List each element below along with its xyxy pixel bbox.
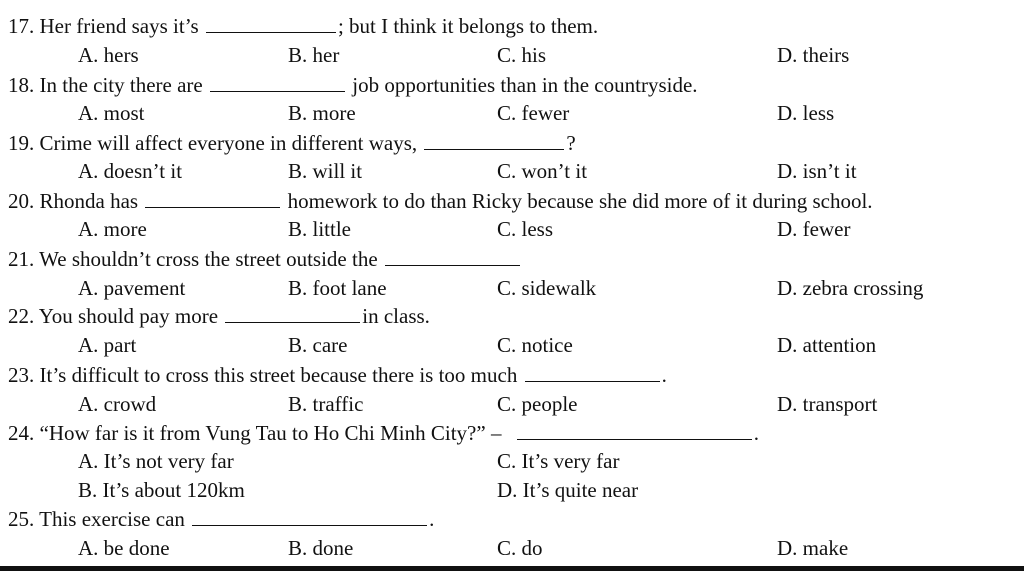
question-19 — [8, 129, 576, 158]
option-d[interactable]: D. make — [777, 536, 849, 560]
question-stem-end: ? — [566, 131, 576, 155]
option-a[interactable]: A. It’s not very far — [78, 449, 234, 473]
option-d[interactable]: D. fewer — [777, 217, 851, 241]
question-stem-end: job opportunities than in the countryside. — [352, 73, 698, 97]
option-c[interactable]: C. It’s very far — [497, 449, 620, 473]
question-stem-end: homework to do than Ricky because she did more of it during school. — [287, 189, 873, 213]
question-number: 21. — [8, 247, 35, 271]
option-c[interactable]: C. his — [497, 43, 547, 67]
question-number: 25. — [8, 507, 35, 531]
option-a[interactable]: A. more — [78, 217, 147, 241]
option-c[interactable]: C. notice — [497, 333, 573, 357]
question-20 — [8, 187, 873, 216]
option-a[interactable]: A. crowd — [78, 392, 157, 416]
option-a[interactable]: A. be done — [78, 536, 170, 560]
answer-blank[interactable] — [225, 304, 360, 323]
option-c[interactable]: C. sidewalk — [497, 276, 597, 300]
option-d[interactable]: D. attention — [777, 333, 877, 357]
answer-blank[interactable] — [145, 189, 280, 208]
question-stem: Crime will affect everyone in different ways, — [39, 131, 418, 155]
answer-blank[interactable] — [210, 73, 345, 92]
option-b[interactable]: B. foot lane — [288, 276, 387, 300]
answer-blank[interactable] — [385, 247, 520, 266]
option-c[interactable]: C. fewer — [497, 101, 570, 125]
question-number: 17. — [8, 14, 35, 38]
answer-blank[interactable] — [206, 14, 336, 33]
question-number: 23. — [8, 363, 35, 387]
option-b[interactable]: B. done — [288, 536, 354, 560]
option-d[interactable]: D. transport — [777, 392, 878, 416]
question-stem-end: . — [429, 507, 435, 531]
answer-blank[interactable] — [192, 507, 427, 526]
question-stem: Rhonda has — [39, 189, 139, 213]
question-21 — [8, 245, 522, 274]
question-stem-end: . — [661, 363, 667, 387]
question-stem: It’s difficult to cross this street because there is too much — [39, 363, 518, 387]
answer-blank[interactable] — [424, 131, 564, 150]
question-stem-end: in class. — [362, 304, 430, 328]
question-number: 24. — [8, 421, 35, 445]
option-a[interactable]: A. most — [78, 101, 145, 125]
option-c[interactable]: C. people — [497, 392, 578, 416]
question-stem-end: . — [753, 421, 759, 445]
question-stem: “How far is it from Vung Tau to Ho Chi Minh City?” – — [39, 421, 502, 445]
option-b[interactable]: B. her — [288, 43, 340, 67]
question-stem-end: ; but I think it belongs to them. — [337, 14, 599, 38]
question-number: 22. — [8, 304, 35, 328]
option-b[interactable]: B. It’s about 120km — [78, 478, 245, 502]
option-d[interactable]: D. theirs — [777, 43, 850, 67]
option-c[interactable]: C. do — [497, 536, 543, 560]
option-d[interactable]: D. isn’t it — [777, 159, 857, 183]
option-a[interactable]: A. part — [78, 333, 137, 357]
question-18 — [8, 71, 698, 100]
option-b[interactable]: B. little — [288, 217, 351, 241]
option-b[interactable]: B. care — [288, 333, 348, 357]
question-stem: Her friend says it’s — [39, 14, 199, 38]
question-number: 19. — [8, 131, 35, 155]
bottom-border — [0, 566, 1024, 571]
question-number: 20. — [8, 189, 35, 213]
option-b[interactable]: B. traffic — [288, 392, 364, 416]
option-a[interactable]: A. doesn’t it — [78, 159, 183, 183]
option-b[interactable]: B. will it — [288, 159, 363, 183]
option-d[interactable]: D. less — [777, 101, 835, 125]
option-d[interactable]: D. zebra crossing — [777, 276, 924, 300]
question-17 — [8, 12, 598, 41]
question-stem: In the city there are — [39, 73, 203, 97]
question-24 — [8, 419, 759, 448]
option-c[interactable]: C. won’t it — [497, 159, 588, 183]
option-b[interactable]: B. more — [288, 101, 356, 125]
question-23 — [8, 361, 667, 390]
option-d[interactable]: D. It’s quite near — [497, 478, 639, 502]
question-25 — [8, 505, 434, 534]
question-22 — [8, 302, 430, 331]
question-stem: We shouldn’t cross the street outside the — [39, 247, 378, 271]
option-a[interactable]: A. pavement — [78, 276, 186, 300]
question-stem: You should pay more — [38, 304, 219, 328]
question-stem: This exercise can — [39, 507, 185, 531]
answer-blank[interactable] — [525, 363, 660, 382]
question-number: 18. — [8, 73, 35, 97]
option-a[interactable]: A. hers — [78, 43, 139, 67]
option-c[interactable]: C. less — [497, 217, 554, 241]
answer-blank[interactable] — [517, 421, 752, 440]
